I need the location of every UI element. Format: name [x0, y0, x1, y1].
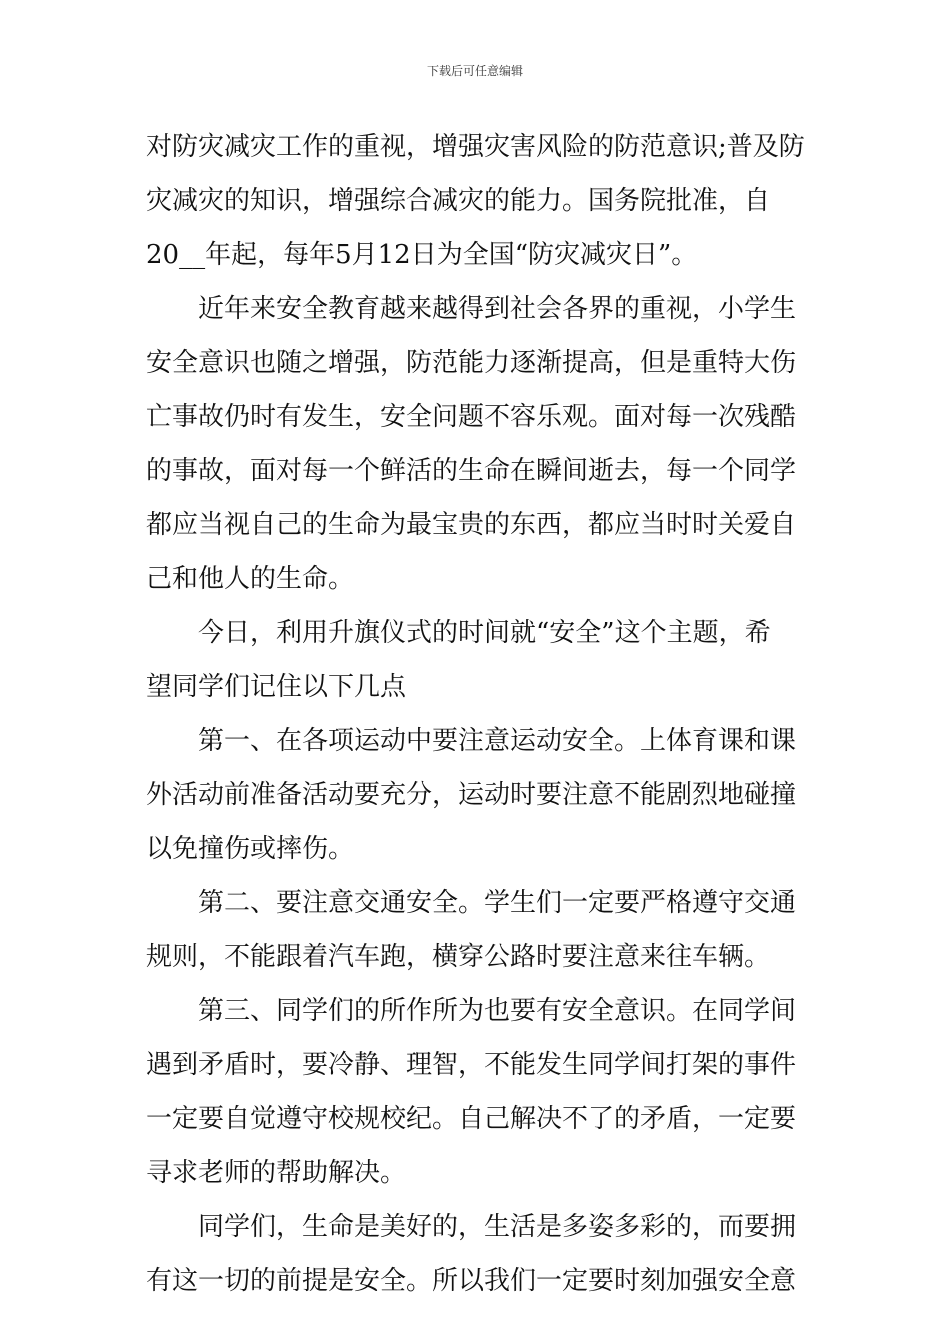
text-line: 第三、同学们的所作所为也要有安全意识。在同学间	[198, 996, 797, 1026]
text-line: 规则，不能跟着汽车跑，横穿公路时要注意来往车辆。	[146, 942, 771, 972]
text-line: 灾减灾的知识，增强综合减灾的能力。国务院批准，自	[146, 186, 771, 216]
text-line: 20__年起，每年5月12日为全国“防灾减灾日”。	[146, 240, 698, 270]
text-line: 今日，利用升旗仪式的时间就“安全”这个主题，希	[198, 618, 771, 648]
paragraph-2	[146, 282, 806, 606]
paragraph-3	[146, 606, 806, 714]
text-line: 都应当视自己的生命为最宝贵的东西，都应当时时关爱自	[146, 510, 797, 540]
text-line: 有这一切的前提是安全。所以我们一定要时刻加强安全意	[146, 1266, 797, 1296]
paragraph-1	[146, 120, 806, 282]
text-line: 寻求老师的帮助解决。	[146, 1158, 407, 1188]
text-line: 的事故，面对每一个鲜活的生命在瞬间逝去，每一个同学	[146, 456, 797, 486]
text-line: 安全意识也随之增强，防范能力逐渐提高，但是重特大伤	[146, 348, 797, 378]
text-line: 对防灾减灾工作的重视，增强灾害风险的防范意识;普及防	[146, 132, 805, 162]
text-line: 同学们，生命是美好的，生活是多姿多彩的，而要拥	[198, 1212, 797, 1242]
text-line: 外活动前准备活动要充分，运动时要注意不能剧烈地碰撞	[146, 780, 797, 810]
body-text	[146, 120, 806, 1308]
text-line: 己和他人的生命。	[146, 564, 355, 594]
page-header: 下载后可任意编辑	[426, 64, 523, 78]
text-line: 亡事故仍时有发生，安全问题不容乐观。面对每一次残酷	[146, 402, 797, 432]
text-line: 第二、要注意交通安全。学生们一定要严格遵守交通	[198, 888, 797, 918]
text-line: 一定要自觉遵守校规校纪。自己解决不了的矛盾，一定要	[146, 1104, 797, 1134]
paragraph-6	[146, 984, 806, 1200]
paragraph-5	[146, 876, 806, 984]
text-line: 望同学们记住以下几点	[146, 672, 407, 702]
paragraph-4	[146, 714, 806, 876]
paragraph-7	[146, 1200, 806, 1308]
text-line: 遇到矛盾时，要冷静、理智，不能发生同学间打架的事件	[146, 1050, 797, 1080]
text-line: 以免撞伤或摔伤。	[146, 834, 355, 864]
text-line: 近年来安全教育越来越得到社会各界的重视，小学生	[198, 294, 797, 324]
text-line: 第一、在各项运动中要注意运动安全。上体育课和课	[198, 726, 797, 756]
